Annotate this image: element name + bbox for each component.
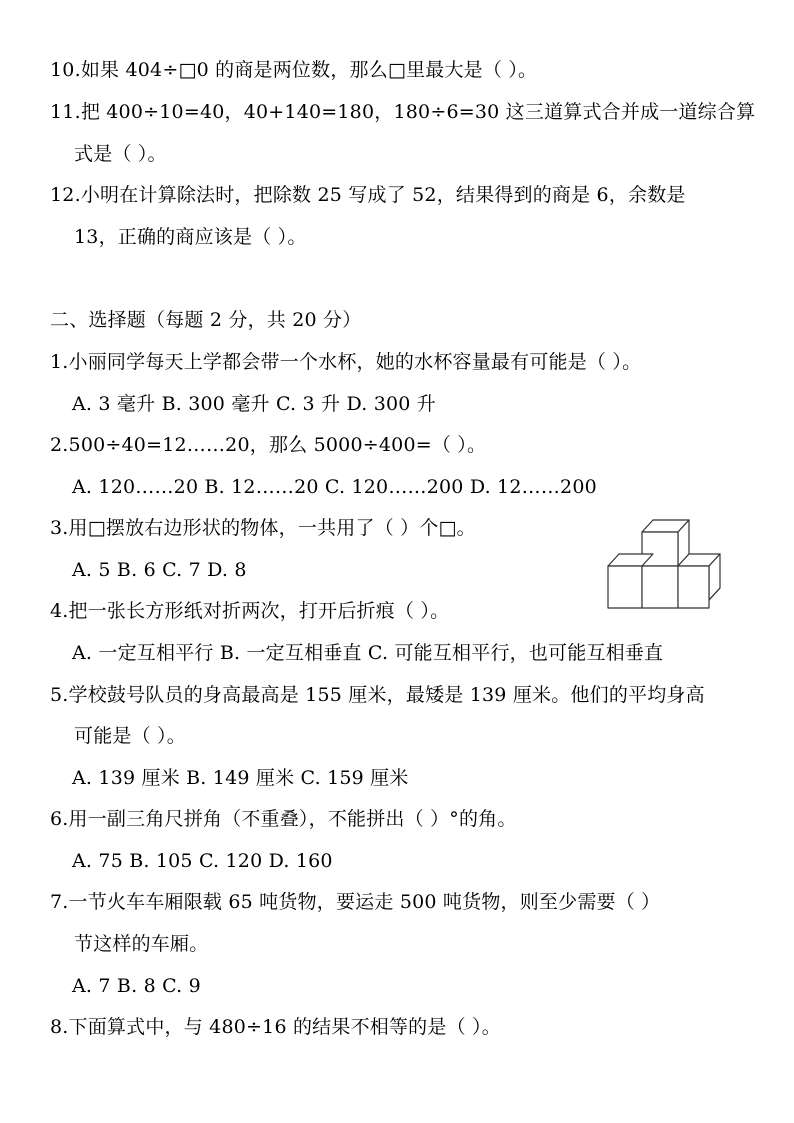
- question-10: 10.如果 404÷□0 的商是两位数，那么□里最大是（ ）。: [50, 59, 538, 81]
- choice-question-2: 2.500÷40=12……20，那么 5000÷400=（ ）。: [50, 434, 487, 456]
- choice-4-options: A. 一定互相平行 B. 一定互相垂直 C. 可能互相平行，也可能互相垂直: [72, 642, 664, 664]
- cube-stack-figure: [604, 516, 724, 612]
- section-title: 二、选择题（每题 2 分，共 20 分）: [50, 309, 362, 331]
- choice-question-5-line1: 5.学校鼓号队员的身高最高是 155 厘米，最矮是 139 厘米。他们的平均身高: [50, 684, 705, 706]
- choice-2-options: A. 120……20 B. 12……20 C. 120……200 D. 12……200: [72, 476, 597, 498]
- choice-1-options: A. 3 毫升 B. 300 毫升 C. 3 升 D. 300 升: [72, 393, 437, 415]
- choice-question-4: 4.把一张长方形纸对折两次，打开后折痕（ ）。: [50, 600, 450, 622]
- question-12-line2: 13，正确的商应该是（ ）。: [74, 226, 307, 248]
- choice-5-options: A. 139 厘米 B. 149 厘米 C. 159 厘米: [72, 767, 409, 789]
- choice-question-7-line2: 节这样的车厢。: [74, 933, 209, 955]
- question-12-line1: 12.小明在计算除法时，把除数 25 写成了 52，结果得到的商是 6，余数是: [50, 184, 686, 206]
- choice-question-5-line2: 可能是（ ）。: [74, 725, 186, 747]
- question-11-line2: 式是（ ）。: [74, 143, 167, 165]
- choice-question-7-line1: 7.一节火车车厢限载 65 吨货物，要运走 500 吨货物，则至少需要（ ）: [50, 891, 661, 913]
- choice-question-8: 8.下面算式中，与 480÷16 的结果不相等的是（ ）。: [50, 1016, 501, 1038]
- cube-front-face: [678, 566, 709, 608]
- choice-7-options: A. 7 B. 8 C. 9: [72, 975, 201, 997]
- choice-question-1: 1.小丽同学每天上学都会带一个水杯，她的水杯容量最有可能是（ ）。: [50, 351, 642, 373]
- cube-front-face: [642, 566, 678, 608]
- choice-6-options: A. 75 B. 105 C. 120 D. 160: [72, 850, 333, 872]
- choice-question-3: 3.用□摆放右边形状的物体，一共用了（ ）个□。: [50, 517, 476, 539]
- choice-question-6: 6.用一副三角尺拼角（不重叠），不能拼出（ ）°的角。: [50, 808, 517, 830]
- choice-3-options: A. 5 B. 6 C. 7 D. 8: [72, 559, 247, 581]
- question-11-line1: 11.把 400÷10=40，40+140=180，180÷6=30 这三道算式合并成一道综合算: [50, 101, 756, 123]
- cube-front-face: [608, 566, 642, 608]
